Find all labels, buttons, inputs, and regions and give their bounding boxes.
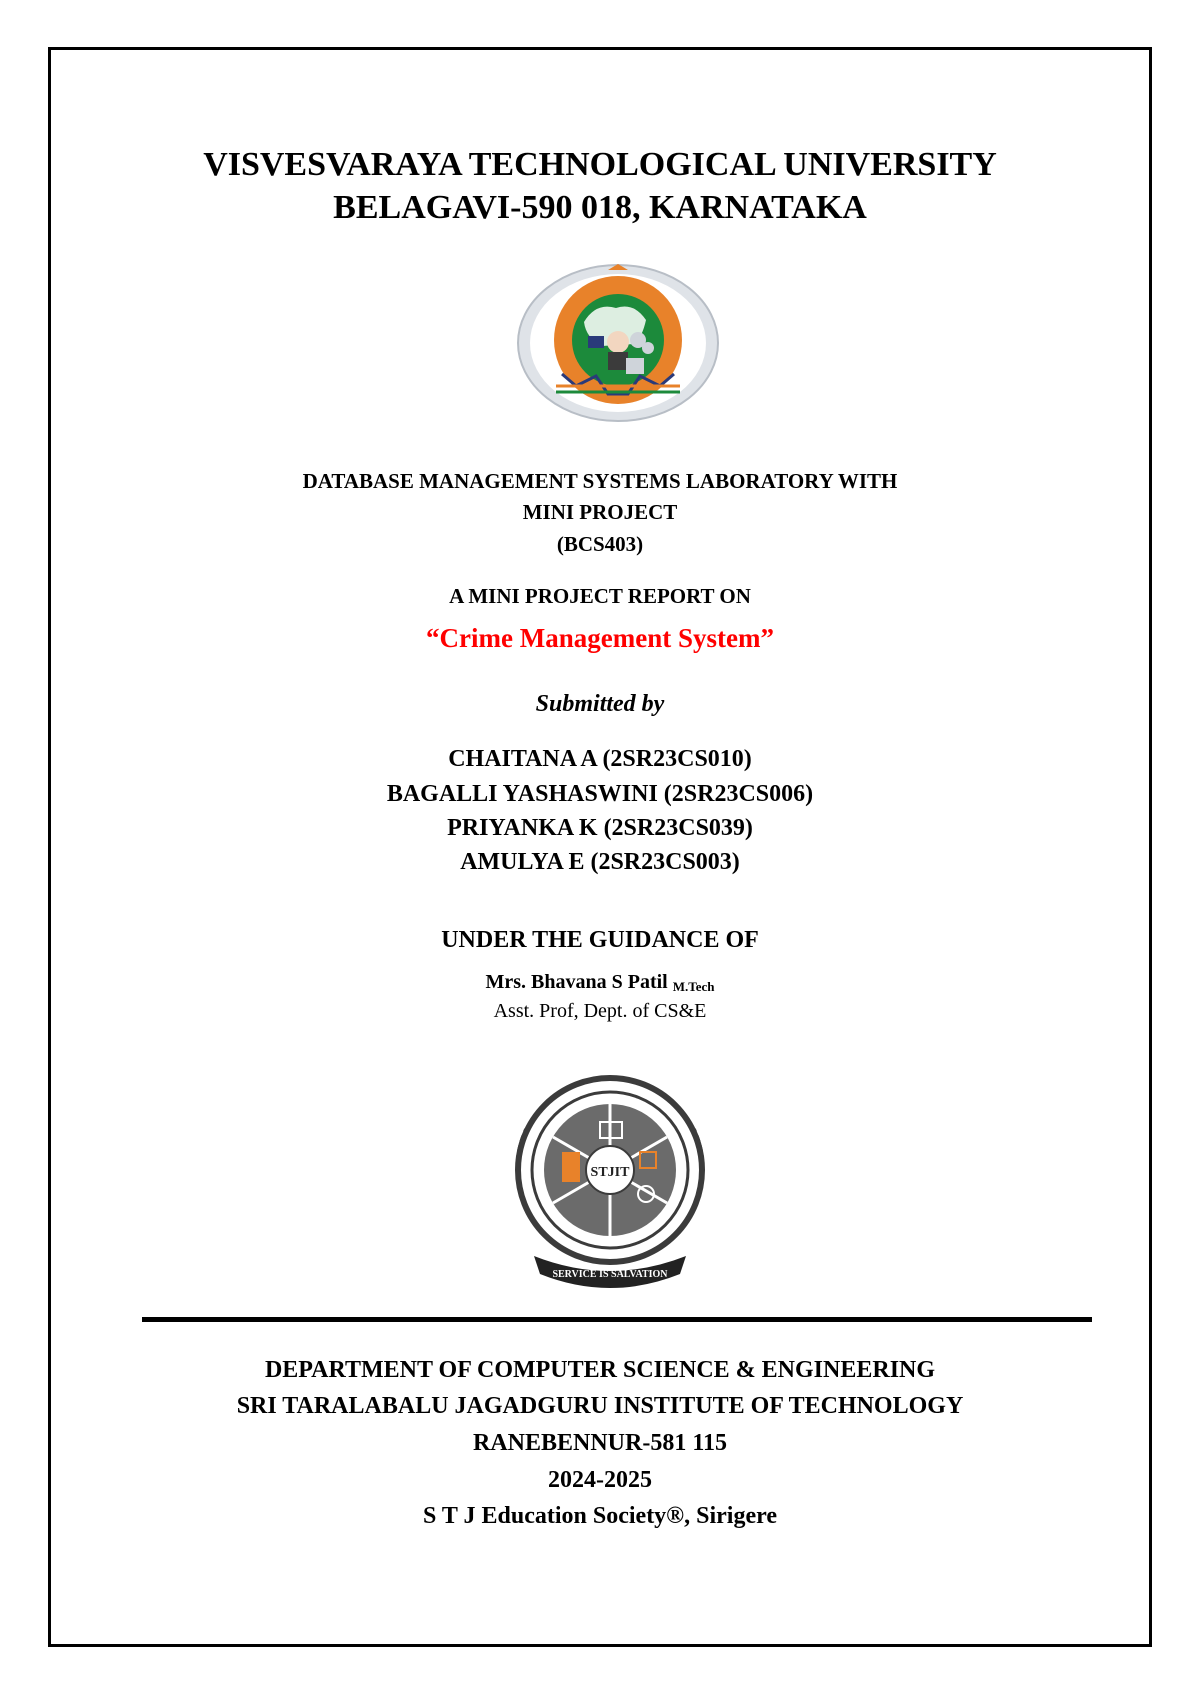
guide-qualification: M.Tech — [672, 979, 715, 994]
education-society: S T J Education Society®, Sirigere — [423, 1503, 777, 1529]
course-code: (BCS403) — [556, 532, 644, 556]
student-4: AMULYA E (2SR23CS003) — [460, 849, 740, 875]
project-title: “Crime Management System” — [426, 623, 774, 653]
svg-text:STJIT: STJIT — [590, 1165, 630, 1180]
student-1: CHAITANA A (2SR23CS010) — [448, 746, 752, 772]
report-intro: A MINI PROJECT REPORT ON — [449, 584, 751, 608]
institute-name: SRI TARALABALU JAGADGURU INSTITUTE OF TECHNOLOGY — [236, 1393, 964, 1419]
student-2: BAGALLI YASHASWINI (2SR23CS006) — [386, 781, 814, 807]
institute-location: RANEBENNUR-581 115 — [472, 1430, 727, 1456]
department-name: DEPARTMENT OF COMPUTER SCIENCE & ENGINEERING — [264, 1357, 936, 1383]
section-divider — [142, 1317, 1092, 1322]
university-location: BELAGAVI-590 018, KARNATAKA — [333, 189, 867, 226]
guide-designation: Asst. Prof, Dept. of CS&E — [493, 1000, 707, 1022]
course-title-line-2: MINI PROJECT — [522, 500, 678, 524]
submitted-by-label: Submitted by — [535, 691, 665, 717]
course-title-line-1: DATABASE MANAGEMENT SYSTEMS LABORATORY WITH — [302, 469, 898, 493]
guide-name-line — [0, 971, 1200, 995]
university-name: VISVESVARAYA TECHNOLOGICAL UNIVERSITY — [203, 146, 997, 183]
svg-text:SERVICE IS SALVATION: SERVICE IS SALVATION — [552, 1269, 668, 1280]
stjit-emblem-icon — [500, 1060, 720, 1294]
academic-year: 2024-2025 — [548, 1467, 652, 1493]
student-3: PRIYANKA K (2SR23CS039) — [447, 815, 753, 841]
guidance-heading: UNDER THE GUIDANCE OF — [441, 927, 759, 953]
guide-name: Mrs. Bhavana S Patil — [485, 971, 668, 993]
vtu-emblem-icon — [516, 262, 720, 424]
